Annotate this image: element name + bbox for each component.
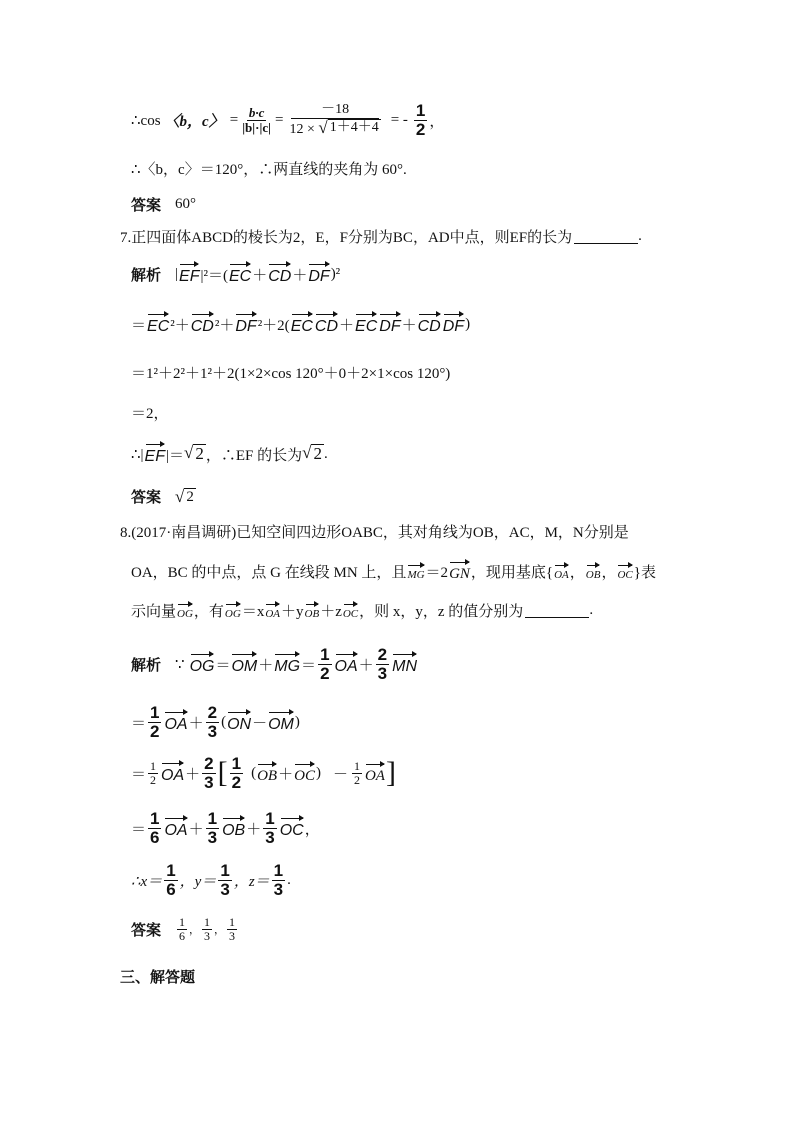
solution-8-line-4: ＝ $\frac{1}{6}$ OA ＋ $\frac{1}{3}$ OB ＋ $\frac{1}{3}$ OC ， [131,809,320,847]
vector-cd: CD [268,262,291,286]
solution-7-line-4: ＝2， [131,406,169,422]
solution-8-line-1: 解析 ∵ OG ＝ OM ＋ MG ＝ $\frac{1}{2}$ OA ＋ $\frac{2}{3}$ MN [131,645,418,683]
answer-label: 答案 [131,198,162,214]
answer-3: 答案 $\frac{1}{6}$ ， $\frac{1}{3}$ ， $\frac{1}{3}$ [131,915,236,943]
section-heading: 三、解答题 [120,968,196,986]
fraction: $\frac{2}{3}$ [377,645,388,683]
vector-og: OG [190,652,215,676]
fraction: $\frac{2}{3}$ [207,703,218,741]
vector-oc: OC [343,602,358,620]
vector-on: ON [227,710,251,734]
fraction: $\frac{1}{3}$ [207,809,218,847]
fraction: $\frac{1}{2}$ [320,645,330,683]
vector-gn: GN [449,560,470,583]
vector-og: OG [177,602,193,620]
sqrt-2: √ 2 [184,443,204,464]
vector-df: DF [379,312,400,336]
fraction: $\frac{1}{6}$ [166,861,176,899]
fraction: $\frac{1}{2}$ [353,759,360,787]
solution-7-line-3: ＝1²＋2²＋1²＋2(1×2×cos 120°＋0＋2×1×cos 120°) [131,366,451,382]
question-8-line-1: 8.(2017·南昌调研)已知空间四边形OABC，其对角线为OB，AC，M，N分别是 [120,525,629,541]
vector-og: OG [225,602,241,620]
fraction: $\frac{1}{2}$ [150,703,160,741]
fraction: $\frac{1}{3}$ [273,861,284,899]
sqrt-2: √ 2 [302,443,322,464]
solution-8-line-3: ＝ $\frac{1}{2}$ OA ＋ $\frac{2}{3}$ [ $\frac{1}{2}$ ( OB ＋ OC ) － $\frac{1}{2}$ OA ] [131,754,396,792]
vector-cd: CD [418,312,441,336]
vector-oa: OA [335,652,358,676]
fraction: $\frac{2}{3}$ [204,754,214,792]
fraction: $\frac{1}{3}$ [229,915,236,943]
vector-om: OM [268,710,294,734]
question-7: 7.正四面体ABCD的棱长为2，E，F分别为BC，AD中点，则EF的长为 . [120,228,642,246]
vector-oa: OA [161,761,184,785]
vector-ec: EC [291,312,313,336]
answer-blank [574,229,638,244]
fraction-bc-over-norms: $\frac{b\cdot c}{|b|\cdot|c|}$ [242,104,271,135]
fraction: $\frac{1}{6}$ [150,809,160,847]
solution-7-line-1: 解析 | EF |²＝( EC ＋ CD ＋ DF )² [131,262,340,286]
cos-bc-line: ∴cos 〈b，c〉 = $\frac{b\cdot c}{|b|\cdot|c|}$ = －18 12 × √ 1＋4＋4 = - $\frac{1}{2}$ ， [131,100,445,139]
fraction: $\frac{1}{6}$ [179,915,186,943]
answer-blank [525,603,589,618]
vector-oa: OA [265,602,280,620]
vector-om: OM [231,652,257,676]
fraction-minus18: －18 12 × √ 1＋4＋4 [289,101,379,137]
vector-oa: OA [164,816,187,840]
solution-label: 解析 [131,267,162,284]
vector-ef: EF [179,262,199,286]
vector-oa: OA [554,563,569,581]
angle-result-line: ∴〈b，c〉＝120°，∴两直线的夹角为 60°. [131,162,407,178]
vector-ec: EC [147,312,169,336]
fraction-one-half: $\frac{1}{2}$ [415,100,426,139]
answer-label: 答案 [131,490,162,506]
vector-ec: EC [229,262,251,286]
solution-label: 解析 [131,657,162,674]
vector-ob: OB [305,602,320,620]
vector-mg: MG [407,563,424,581]
vector-df: DF [308,262,329,286]
vector-oa: OA [164,710,187,734]
solution-8-line-5: ∴x＝ $\frac{1}{6}$ ，y＝ $\frac{1}{3}$ ，z＝ $\frac{1}{3}$ . [131,861,291,899]
vector-df: DF [443,312,464,336]
vector-ef: EF [145,442,165,466]
fraction: $\frac{1}{3}$ [265,809,275,847]
sqrt-expression: √ 1＋4＋4 [318,117,379,137]
vector-ob: OB [586,563,601,581]
answer-2 [131,486,196,507]
vector-df: DF [235,312,256,336]
question-8-line-3: 示向量 OG ，有 OG ＝x OA ＋y OB ＋z OC ，则 x，y，z 的值分别为 . [131,602,594,620]
solution-7-line-2: ＝ EC ²＋ CD ²＋ DF ²＋2( EC CD ＋ EC DF ＋ CD DF ) [131,312,470,336]
answer-label: 答案 [131,922,162,939]
vector-oc: OC [617,563,632,581]
vector-ec: EC [355,312,377,336]
vector-mg: MG [274,652,300,676]
question-8-line-2: OA，BC 的中点，点 G 在线段 MN 上，且 MG ＝2 GN ，现用基底{ OA ， OB ， OC }表 [131,560,656,583]
fraction: $\frac{1}{2}$ [231,754,242,792]
answer-1: 答案 60° [131,196,197,214]
fraction: $\frac{1}{2}$ [150,759,157,787]
solution-8-line-2: ＝ $\frac{1}{2}$ OA ＋ $\frac{2}{3}$ ( ON － OM ) [131,703,300,741]
vector-ob: OB [257,762,277,785]
vector-oa: OA [365,762,385,785]
vector-cd: CD [191,312,214,336]
fraction: $\frac{1}{3}$ [220,861,230,899]
fraction: $\frac{1}{3}$ [204,915,211,943]
sqrt-2: √ 2 [175,486,194,506]
vector-cd: CD [315,312,338,336]
solution-7-line-5: ∴| EF |＝ √ 2 ，∴EF 的长为 √ 2 . [131,443,328,465]
vector-oc: OC [280,816,304,840]
vector-ob: OB [222,816,245,840]
vector-oc: OC [294,762,315,785]
vector-mn: MN [392,652,417,676]
